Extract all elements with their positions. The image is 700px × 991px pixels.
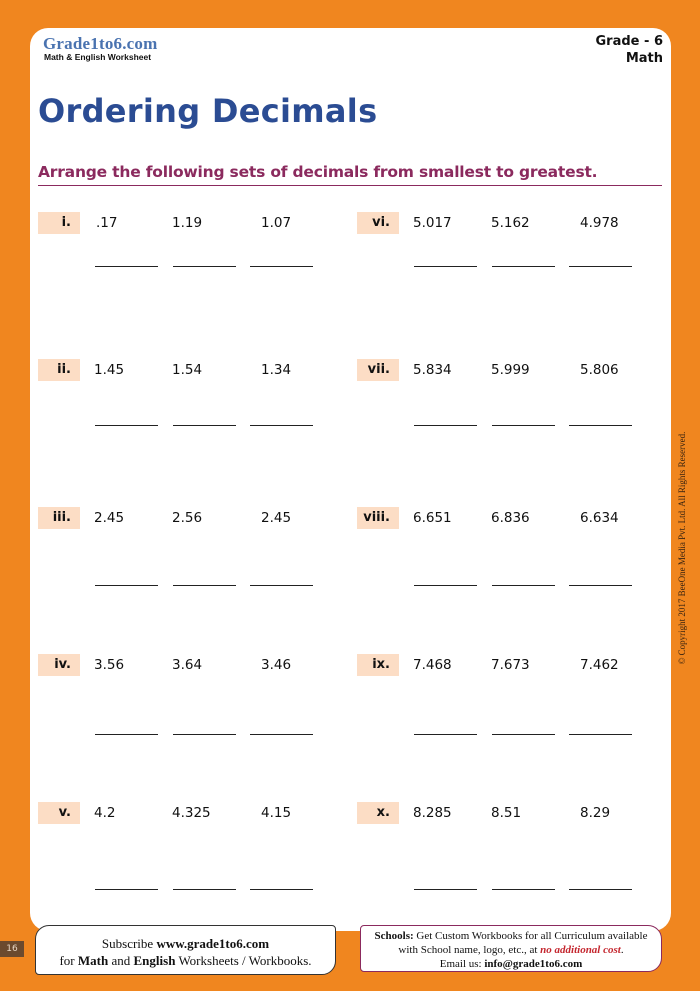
footer-text: for xyxy=(59,953,78,968)
answer-blank[interactable] xyxy=(95,889,158,890)
problem-value: 2.56 xyxy=(172,510,203,526)
problem-value: 3.56 xyxy=(94,657,125,673)
schools-text: . xyxy=(620,944,624,956)
answer-blank[interactable] xyxy=(569,425,632,426)
answer-blank[interactable] xyxy=(414,585,477,586)
answer-blank[interactable] xyxy=(414,266,477,267)
problem-9 xyxy=(357,654,657,734)
problem-label: iii. xyxy=(38,507,80,529)
answer-blank[interactable] xyxy=(569,734,632,735)
page-title: Ordering Decimals xyxy=(38,92,378,130)
answer-blank[interactable] xyxy=(250,889,313,890)
problem-value: 3.46 xyxy=(261,657,292,673)
page-number: 16 xyxy=(0,941,24,957)
answer-blank[interactable] xyxy=(569,585,632,586)
subscribe-link[interactable]: www.grade1to6.com xyxy=(156,936,270,951)
problem-value: 5.806 xyxy=(580,362,619,378)
answer-blank[interactable] xyxy=(173,889,236,890)
problem-label: viii. xyxy=(357,507,399,529)
grade-level: Grade - 6 xyxy=(595,34,663,49)
logo-subtitle: Math & English Worksheet xyxy=(44,52,152,62)
problem-label: iv. xyxy=(38,654,80,676)
problem-value: 5.162 xyxy=(491,215,530,231)
answer-blank[interactable] xyxy=(492,266,555,267)
problem-value: 3.64 xyxy=(172,657,203,673)
footer-text: and xyxy=(108,953,134,968)
subscribe-box xyxy=(35,925,336,975)
instruction: Arrange the following sets of decimals from smallest to greatest. xyxy=(38,163,662,186)
problem-value: 7.673 xyxy=(491,657,530,673)
answer-blank[interactable] xyxy=(569,266,632,267)
problem-value: .17 xyxy=(96,215,118,231)
answer-blank[interactable] xyxy=(492,734,555,735)
answer-blank[interactable] xyxy=(414,889,477,890)
problem-1 xyxy=(38,212,338,292)
answer-blank[interactable] xyxy=(173,734,236,735)
problem-3 xyxy=(38,507,338,587)
answer-blank[interactable] xyxy=(250,266,313,267)
problem-4 xyxy=(38,654,338,734)
answer-blank[interactable] xyxy=(173,266,236,267)
footer-english: English xyxy=(133,953,176,968)
problem-label: i. xyxy=(38,212,80,234)
problem-2 xyxy=(38,359,338,439)
problem-label: vi. xyxy=(357,212,399,234)
answer-blank[interactable] xyxy=(569,889,632,890)
answer-blank[interactable] xyxy=(492,425,555,426)
answer-blank[interactable] xyxy=(173,425,236,426)
answer-blank[interactable] xyxy=(95,425,158,426)
problem-value: 2.45 xyxy=(94,510,125,526)
subscribe-text: Subscribe xyxy=(101,936,157,951)
problem-value: 4.978 xyxy=(580,215,619,231)
problem-7 xyxy=(357,359,657,439)
problem-value: 1.54 xyxy=(172,362,203,378)
copyright-notice: © Copyright 2017 BeeOne Media Pvt. Ltd. All Rights Reserved. xyxy=(677,431,687,665)
email-label: Email us: xyxy=(439,958,485,970)
answer-blank[interactable] xyxy=(414,425,477,426)
problem-label: ix. xyxy=(357,654,399,676)
problem-value: 5.834 xyxy=(413,362,452,378)
answer-blank[interactable] xyxy=(250,585,313,586)
problem-value: 6.634 xyxy=(580,510,619,526)
problem-value: 7.468 xyxy=(413,657,452,673)
problem-value: 1.19 xyxy=(172,215,203,231)
problem-value: 5.999 xyxy=(491,362,530,378)
no-cost-highlight: no additional cost xyxy=(540,944,621,956)
problem-value: 1.34 xyxy=(261,362,292,378)
subject: Math xyxy=(625,51,663,66)
problem-value: 4.2 xyxy=(94,805,116,821)
problem-value: 6.836 xyxy=(491,510,530,526)
problem-value: 1.45 xyxy=(94,362,125,378)
answer-blank[interactable] xyxy=(95,266,158,267)
answer-blank[interactable] xyxy=(95,585,158,586)
problem-10 xyxy=(357,802,657,882)
grade-badge xyxy=(596,33,663,67)
problem-value: 8.285 xyxy=(413,805,452,821)
answer-blank[interactable] xyxy=(414,734,477,735)
answer-blank[interactable] xyxy=(492,585,555,586)
problem-label: ii. xyxy=(38,359,80,381)
problem-value: 7.462 xyxy=(580,657,619,673)
footer-math: Math xyxy=(77,953,109,968)
problem-5 xyxy=(38,802,338,882)
answer-blank[interactable] xyxy=(492,889,555,890)
answer-blank[interactable] xyxy=(250,734,313,735)
email-link[interactable]: info@grade1to6.com xyxy=(484,958,583,970)
problem-6 xyxy=(357,212,657,292)
schools-text: with School name, logo, etc., at xyxy=(398,944,541,956)
schools-box xyxy=(360,925,662,972)
problem-value: 6.651 xyxy=(413,510,452,526)
schools-text: Get Custom Workbooks for all Curriculum available xyxy=(413,930,648,942)
problem-label: x. xyxy=(357,802,399,824)
logo-name: Grade1to6.com xyxy=(43,34,158,53)
footer-text: Worksheets / Workbooks. xyxy=(175,953,312,968)
problem-label: v. xyxy=(38,802,80,824)
answer-blank[interactable] xyxy=(173,585,236,586)
schools-label: Schools: xyxy=(374,930,414,942)
answer-blank[interactable] xyxy=(250,425,313,426)
problem-label: vii. xyxy=(357,359,399,381)
problem-8 xyxy=(357,507,657,587)
problem-value: 8.51 xyxy=(491,805,522,821)
problem-value: 4.15 xyxy=(261,805,292,821)
problem-value: 2.45 xyxy=(261,510,292,526)
problem-value: 8.29 xyxy=(580,805,611,821)
problem-value: 4.325 xyxy=(172,805,211,821)
problem-value: 1.07 xyxy=(261,215,292,231)
answer-blank[interactable] xyxy=(95,734,158,735)
problem-value: 5.017 xyxy=(413,215,452,231)
